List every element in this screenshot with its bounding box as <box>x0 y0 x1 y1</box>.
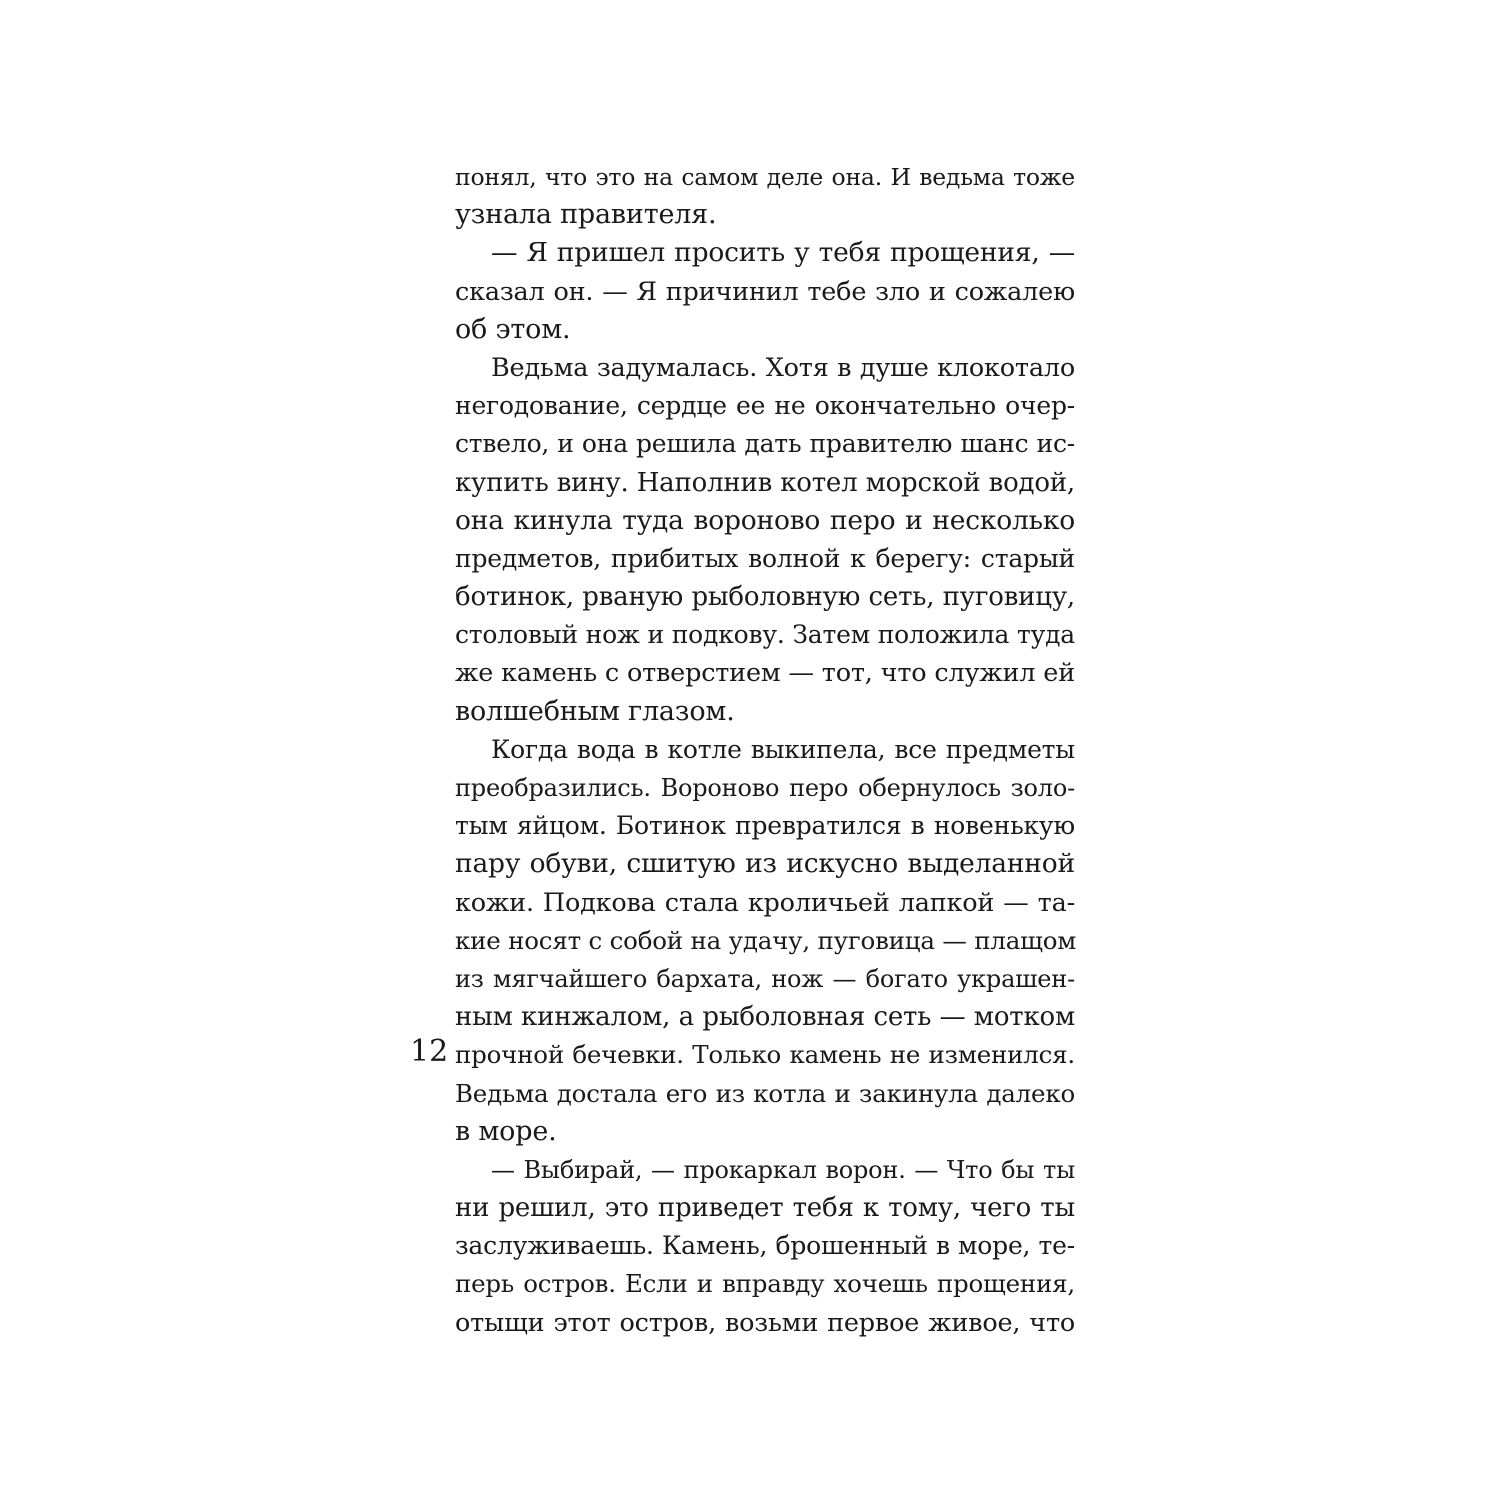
text-line: перь остров. Если и вправду хочешь прощения, <box>455 1269 1075 1299</box>
text-line: узнала правителя. <box>455 199 717 231</box>
text-line: купить вину. Наполнив котел морской водой, <box>455 467 1075 498</box>
text-line: негодование, сердце ее не окончательно очер- <box>455 391 1075 421</box>
text-line: ботинок, рваную рыболовную сеть, пуговицу, <box>455 582 1075 613</box>
text-line: кожи. Подкова стала кроличьей лапкой — та- <box>455 887 1075 918</box>
text-line: — Я пришел просить у тебя прощения, — <box>491 237 1075 269</box>
text-line: Ведьма достала его из котла и закинула далеко <box>455 1078 1075 1108</box>
text-line: ни решил, это приведет тебя к тому, чего ты <box>455 1193 1075 1224</box>
text-line: из мягчайшего бархата, нож — богато украшен- <box>455 964 1075 993</box>
text-line: прочной бечевки. Только камень не изменился. <box>455 1040 1075 1070</box>
text-line: тым яйцом. Ботинок превратился в новенькую <box>455 811 1075 841</box>
text-line: предметов, прибитых волной к берегу: старый <box>455 543 1075 573</box>
text-line: в море. <box>455 1115 557 1147</box>
text-line: ствело, и она решила дать правителю шанс ис- <box>455 429 1075 459</box>
text-line: ным кинжалом, а рыболовная сеть — мотком <box>455 1002 1075 1033</box>
text-line: же камень с отверстием — тот, что служил ей <box>455 658 1075 689</box>
text-line: отыщи этот остров, возьми первое живое, что <box>455 1307 1075 1338</box>
text-line: заслуживаешь. Камень, брошенный в море, те- <box>455 1231 1075 1261</box>
text-line: кие носят с собой на удачу, пуговица — плащом <box>455 925 1077 955</box>
text-line: преобразились. Вороново перо обернулось золо- <box>455 774 1075 802</box>
text-line: пару обуви, сшитую из искусно выделанной <box>455 848 1075 880</box>
body-text <box>455 158 1075 1342</box>
page-number: 12 <box>410 1034 449 1069</box>
text-line: столовый нож и подкову. Затем положила туда <box>455 620 1075 650</box>
text-line: Когда вода в котле выкипела, все предметы <box>491 734 1075 764</box>
text-line: Ведьма задумалась. Хотя в душе клокотало <box>491 352 1075 383</box>
text-line: об этом. <box>455 313 571 345</box>
text-line: она кинула туда вороново перо и несколько <box>455 504 1075 536</box>
text-line: волшебным глазом. <box>455 695 735 727</box>
text-line: понял, что это на самом деле она. И ведьма тоже <box>455 163 1075 191</box>
text-line: — Выбирай, — прокаркал ворон. — Что бы ты <box>491 1155 1075 1184</box>
text-line: сказал он. — Я причинил тебе зло и сожалею <box>455 276 1075 307</box>
